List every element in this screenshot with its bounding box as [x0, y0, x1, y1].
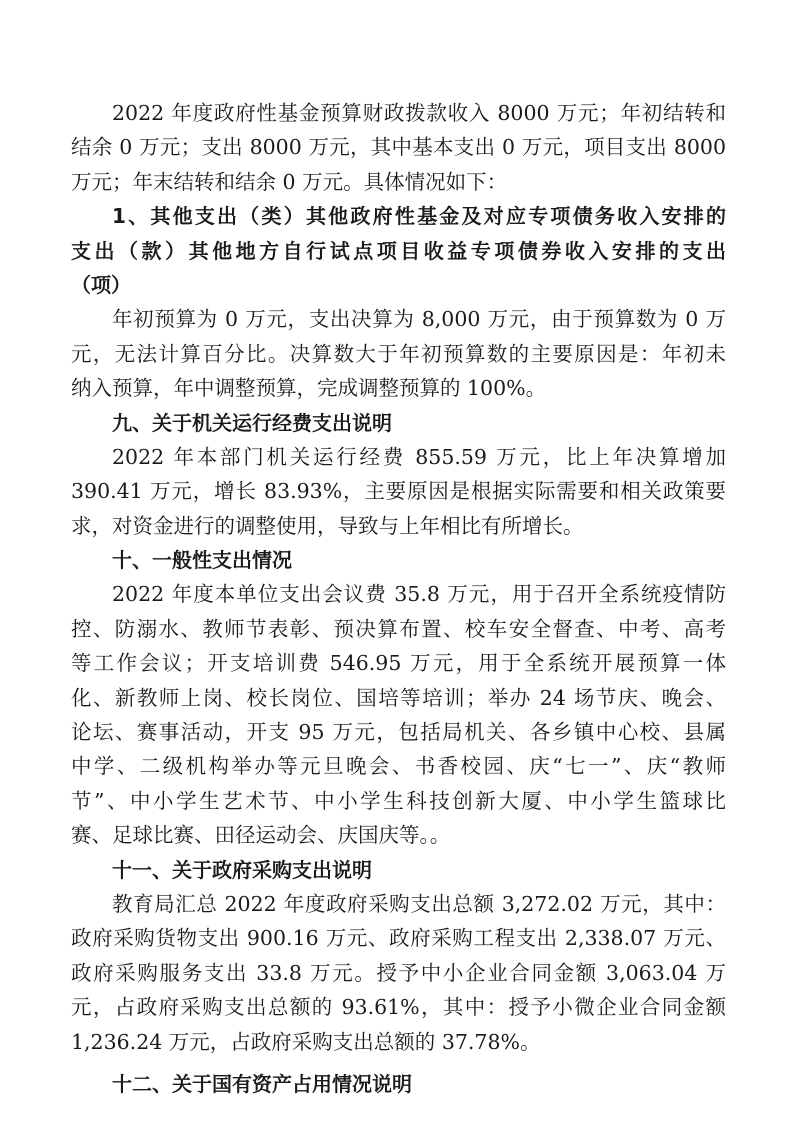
section-spacer: [71, 1059, 726, 1067]
paragraph-fund-summary: [71, 96, 726, 199]
section-12-heading: 十二、关于国有资产占用情况说明: [112, 1071, 412, 1096]
section-9-heading: 九、关于机关运行经费支出说明: [112, 410, 392, 435]
paragraph-line: 求，对资金进行的调整使用，导致与上年相比有所增长。: [71, 513, 584, 538]
section-11-heading: 十一、关于政府采购支出说明: [112, 857, 372, 882]
paragraph-line: 政府采购服务支出 33.8 万元。授予中小企业合同金额 3,063.04 万: [71, 960, 726, 985]
paragraph-line: 控、防溺水、教师节表彰、预决算布置、校车安全督查、中考、高考: [71, 616, 726, 641]
section-11-body: [71, 887, 726, 1059]
paragraph-line: 390.41 万元，增长 83.93%，主要原因是根据实际需要和相关政策要: [71, 479, 726, 504]
paragraph-line: 论坛、赛事活动，开支 95 万元，包括局机关、各乡镇中心校、县属: [71, 720, 726, 745]
paragraph-line: 教育局汇总 2022 年度政府采购支出总额 3,272.02 万元，其中：: [112, 891, 726, 916]
item-1-body: [71, 302, 726, 405]
paragraph-line: 等工作会议；开支培训费 546.95 万元，用于全系统开展预算一体: [71, 651, 726, 676]
paragraph-line: 2022 年度本单位支出会议费 35.8 万元，用于召开全系统疫情防: [112, 582, 726, 607]
paragraph-line: 结余 0 万元；支出 8000 万元，其中基本支出 0 万元，项目支出 8000: [71, 135, 726, 160]
heading-line: 1、其他支出（类）其他政府性基金及对应专项债务收入安排的: [112, 204, 726, 229]
paragraph-line: 政府采购货物支出 900.16 万元、政府采购工程支出 2,338.07 万元、: [71, 926, 726, 951]
paragraph-line: 年初预算为 0 万元，支出决算为 8,000 万元，由于预算数为 0 万: [112, 307, 726, 332]
paragraph-line: 元，占政府采购支出总额的 93.61%，其中：授予小微企业合同金额: [71, 995, 726, 1020]
heading-line: 支出（款）其他地方自行试点项目收益专项债券收入安排的支出: [71, 238, 726, 263]
paragraph-line: 万元；年末结转和结余 0 万元。具体情况如下：: [71, 169, 508, 194]
paragraph-line: 化、新教师上岗、校长岗位、国培等培训；举办 24 场节庆、晚会、: [71, 685, 726, 710]
paragraph-line: 1,236.24 万元，占政府采购支出总额的 37.78%。: [71, 1029, 541, 1054]
item-1-heading: [71, 199, 726, 302]
paragraph-line: 赛、足球比赛、田径运动会、庆国庆等。。: [71, 823, 451, 848]
paragraph-line: 中学、二级机构举办等元旦晚会、书香校园、庆“七一”、庆“教师: [71, 754, 726, 779]
section-10-body: [71, 577, 726, 852]
paragraph-line: 节”、中小学生艺术节、中小学生科技创新大厦、中小学生篮球比: [71, 788, 726, 813]
paragraph-line: 纳入预算，年中调整预算，完成调整预算的 100%。: [71, 376, 547, 401]
heading-line: （项）: [71, 272, 131, 297]
paragraph-line: 元，无法计算百分比。决算数大于年初预算数的主要原因是：年初未: [71, 341, 726, 366]
document-page: [71, 96, 726, 1101]
section-9-body: [71, 440, 726, 543]
section-10-heading: 十、一般性支出情况: [112, 548, 292, 573]
paragraph-line: 2022 年度政府性基金预算财政拨款收入 8000 万元；年初结转和: [112, 101, 726, 125]
paragraph-line: 2022 年本部门机关运行经费 855.59 万元，比上年决算增加: [112, 444, 726, 469]
